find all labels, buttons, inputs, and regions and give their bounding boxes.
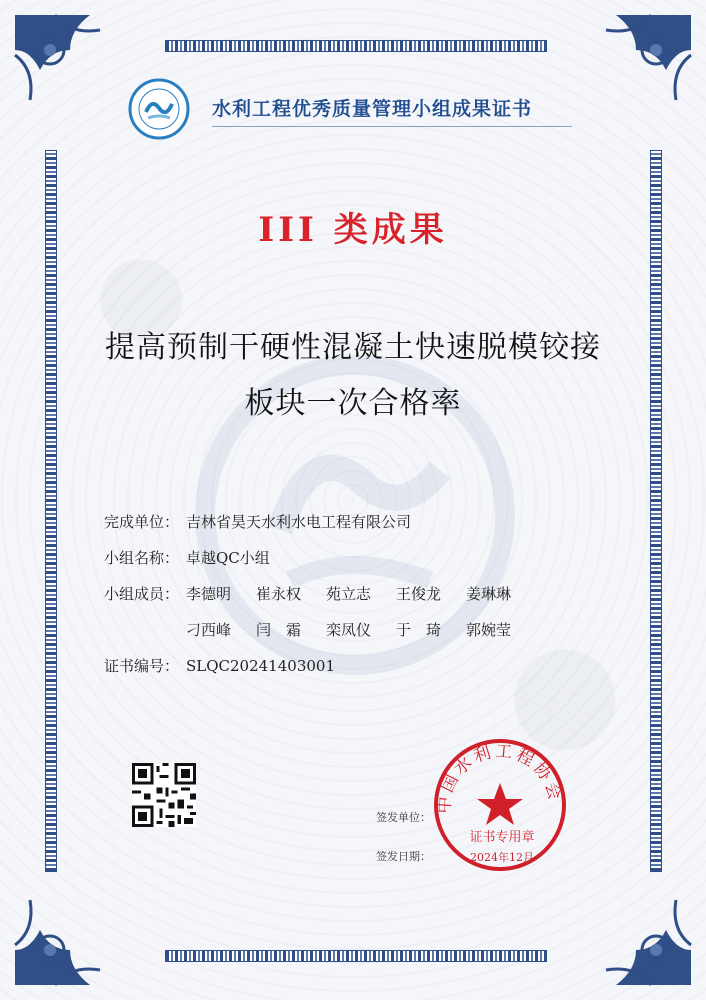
certificate-header-title: 水利工程优秀质量管理小组成果证书 [212,98,533,120]
qr-code-icon[interactable] [132,763,196,827]
cwea-logo-icon [128,78,190,140]
achievement-title-line-1: 提高预制干硬性混凝土快速脱模铰接 [105,330,601,365]
member-name: 郭婉莹 [466,621,512,639]
right-border-strip [650,150,662,872]
header-divider [212,126,572,127]
member-name: 于 琦 [396,621,442,639]
members-row [104,582,624,654]
member-name: 王俊龙 [396,585,442,603]
member-name: 苑立志 [326,585,372,603]
member-name: 姜琳琳 [466,585,512,603]
unit-label: 完成单位： [104,513,180,531]
members-label: 小组成员： [104,585,180,603]
left-border-strip [45,150,57,872]
seal-subtitle: 证书专用章 [469,830,535,845]
member-name: 崔永权 [256,585,302,603]
members-line-2 [186,618,536,642]
group-label: 小组名称： [104,549,180,567]
seal-text: 中国水利工程协会 [434,741,566,815]
bottom-border-strip [165,950,547,962]
member-name: 栾凤仪 [326,621,372,639]
member-name: 闫 霜 [256,621,302,639]
members-line-1 [186,582,536,606]
corner-ornament-icon [10,10,120,120]
corner-ornament-icon [10,880,120,990]
achievement-title-line-2: 板块一次合格率 [244,386,462,421]
issue-date-value: 2024年12月 [470,851,534,864]
cert-number-value: SLQC20241403001 [186,657,335,675]
corner-ornament-icon [586,10,696,120]
corner-ornament-icon [586,880,696,990]
issue-date-label: 签发日期： [376,850,431,863]
cert-number-row [104,654,624,690]
group-value: 卓越QC小组 [186,549,270,567]
unit-value: 吉林省昊天水利水电工程有限公司 [186,513,412,531]
certificate-header [120,78,590,138]
member-name: 刁西峰 [186,621,232,639]
award-category: III 类成果 [258,210,448,250]
issuer-label: 签发单位： [376,811,431,824]
group-row [104,546,624,582]
achievement-title [60,320,646,432]
cert-number-label: 证书编号： [104,657,180,675]
unit-row [104,510,624,546]
member-name: 李德明 [186,585,232,603]
top-border-strip [165,40,547,52]
certificate-info [104,510,624,690]
